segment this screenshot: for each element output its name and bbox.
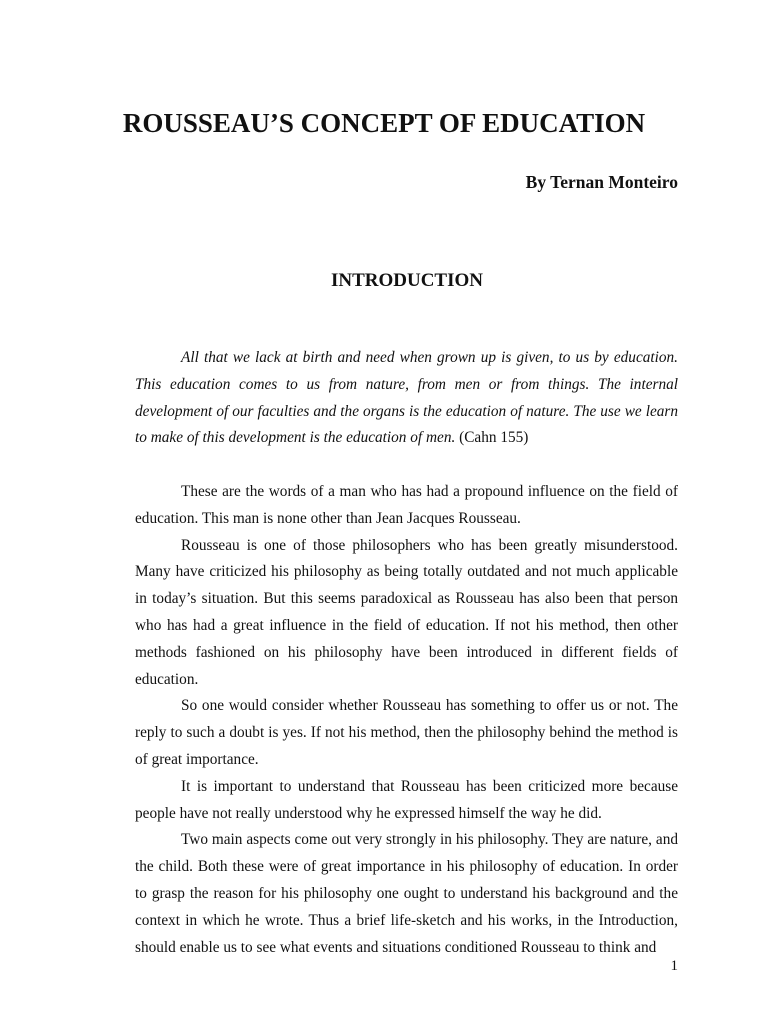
body-paragraph: It is important to understand that Rousseau has been criticized more because people have not really understood why he expressed himself the way he did. (135, 777, 678, 822)
section-heading: INTRODUCTION (330, 270, 484, 291)
body-paragraphs (135, 479, 678, 961)
body-paragraph: So one would consider whether Rousseau has something to offer us or not. The reply to such a doubt is yes. If not his method, then the philosophy behind the method is of great importance. (135, 697, 678, 768)
epigraph-citation: (Cahn 155) (455, 429, 529, 447)
epigraph-quote: All that we lack at birth and need when grown up is given, to us by education. This education comes to us from nature, from men or from things. The internal development of our faculties and the organs is the education of nature. The use we learn to make of this development is the education of men. (135, 349, 678, 447)
body-paragraph: These are the words of a man who has had a propound influence on the field of education. This man is none other than Jean Jacques Rousseau. (135, 483, 678, 527)
body-paragraph: Two main aspects come out very strongly in his philosophy. They are nature, and the child. Both these were of great importance in his philosophy of education. In order to grasp the reason for his philosophy one ought to understand his background and the context in which he wrote. Thus a brief life-sketch and his works, in the Introduction, should enable us to see what events and situations conditioned Rousseau to think and (135, 831, 678, 956)
body-paragraph: Rousseau is one of those philosophers who has been greatly misunderstood. Many have criticized his philosophy as being totally outdated and not much applicable in today’s situation. But this seems paradoxical as Rousseau has also been that person who has had a great influence in the field of education. If not his method, then other methods fashioned on his philosophy have been introduced in different fields of education. (135, 536, 678, 688)
document-title: ROUSSEAU’S CONCEPT OF EDUCATION (122, 108, 646, 138)
epigraph-block (135, 345, 678, 452)
page-number: 1 (670, 958, 678, 974)
author-line: By Ternan Monteiro (525, 172, 678, 192)
epigraph-paragraph (135, 345, 678, 452)
